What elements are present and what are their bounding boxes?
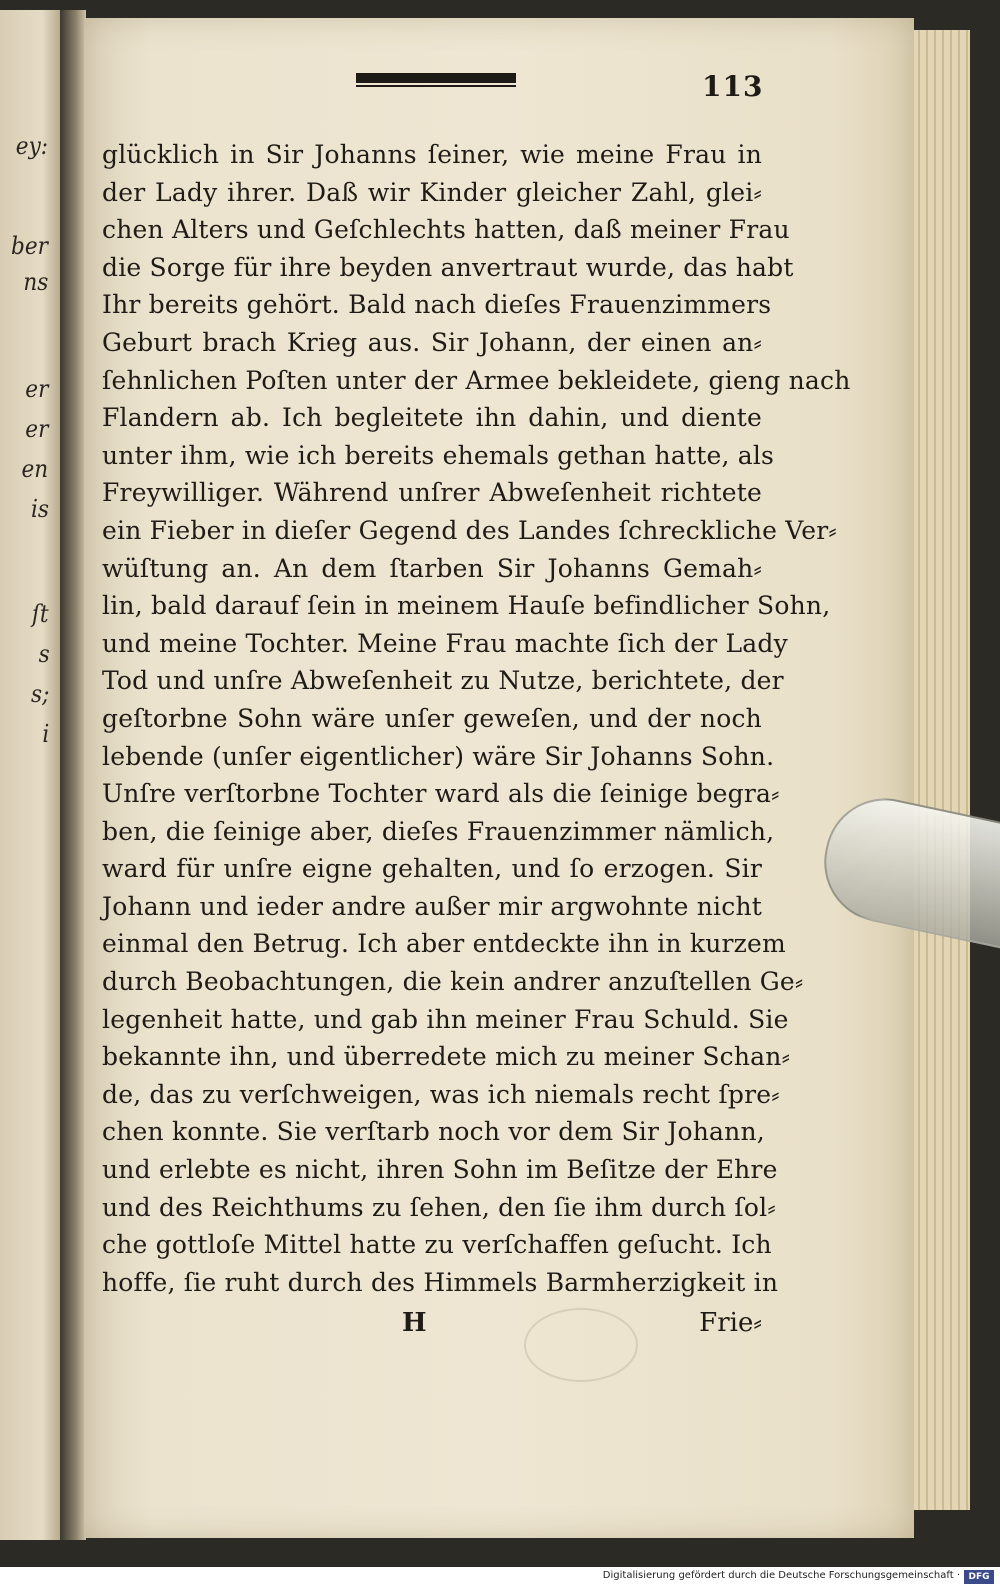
text-line: Unſre verſtorbne Tochter ward als die ſeinige begra⸗ (102, 779, 780, 809)
text-line: und des Reichthums zu ſehen, den ſie ihm durch ſol⸗ (102, 1192, 776, 1222)
left-page-fragment: s (38, 640, 50, 668)
text-line: einmal den Betrug. Ich aber entdeckte ihn in kurzem (102, 929, 786, 959)
text-line: lebende (unſer eigentlicher) wäre Sir Johanns Sohn. (102, 741, 775, 771)
text-line: bekannte ihn, und überredete mich zu meiner Schan⸗ (102, 1042, 791, 1072)
dfg-logo: DFG (964, 1570, 994, 1584)
text-line: geſtorbne Sohn wäre unſer geweſen, und der noch (102, 703, 762, 733)
left-page-fragment: er (25, 375, 49, 403)
book-page (84, 18, 914, 1538)
left-page-fragment: er (25, 415, 49, 443)
text-line: ſehnlichen Poſten unter der Armee bekleidete, gieng nach (102, 365, 851, 395)
previous-page-edge (0, 10, 62, 1540)
left-page-fragment: ſt (32, 600, 50, 628)
text-line: unter ihm, wie ich bereits ehemals gethan hatte, als (102, 440, 775, 470)
text-line: Flandern ab. Ich begleitete ihn dahin, und diente (102, 403, 762, 433)
left-page-fragment: s; (30, 680, 49, 708)
left-page-fragment: ber (11, 232, 48, 260)
body-text (102, 136, 851, 1301)
text-line: durch Beobachtungen, die kein andrer anzuſtellen Ge⸗ (102, 967, 804, 997)
text-line: Freywilliger. Während unſrer Abweſenheit richtete (102, 478, 762, 508)
signature-mark: H (402, 1308, 427, 1338)
header-ornament-rule (356, 73, 516, 83)
faint-stamp-impression (524, 1308, 638, 1382)
funding-credit: Digitalisierung gefördert durch die Deutsche Forschungsgemeinschaft · (602, 1570, 960, 1581)
text-line: und erlebte es nicht, ihren Sohn im Beſitze der Ehre (102, 1155, 778, 1185)
text-line: chen konnte. Sie verſtarb noch vor dem Sir Johann, (102, 1117, 765, 1147)
text-line: Tod und unſre Abweſenheit zu Nutze, berichtete, der (102, 666, 784, 696)
left-page-fragment: en (21, 455, 49, 483)
text-line: wüſtung an. An dem ſtarben Sir Johanns Gemah⸗ (102, 553, 762, 583)
catchword: Frie⸗ (699, 1308, 762, 1338)
text-line: de, das zu verſchweigen, was ich niemals recht ſpre⸗ (102, 1079, 780, 1109)
text-line: ben, die ſeinige aber, dieſes Frauenzimmer nämlich, (102, 816, 775, 846)
background-edge (970, 20, 1000, 1520)
text-line: Johann und ieder andre außer mir argwohnte nicht (102, 891, 762, 921)
left-page-fragment: i (42, 720, 50, 748)
text-line: die Sorge für ihre beyden anvertraut wurde, das habt (102, 252, 794, 282)
text-line: und meine Tochter. Meine Frau machte ſich der Lady (102, 628, 788, 658)
left-page-fragment: ey: (15, 132, 49, 160)
left-page-fragment: is (31, 495, 49, 523)
left-page-fragment: ns (23, 268, 49, 296)
page-number: 113 (702, 70, 764, 103)
text-line: hoffe, ſie ruht durch des Himmels Barmherzigkeit in (102, 1267, 779, 1297)
text-line: der Lady ihrer. Daß wir Kinder gleicher Zahl, glei⸗ (102, 177, 762, 207)
text-line: ward für unſre eigne gehalten, und ſo erzogen. Sir (102, 854, 762, 884)
text-line: Ihr bereits gehört. Bald nach dieſes Frauenzimmers (102, 290, 772, 320)
text-line: chen Alters und Geſchlechts hatten, daß meiner Frau (102, 215, 790, 245)
page-footer-row (102, 1308, 762, 1348)
text-line: glücklich in Sir Johanns ſeiner, wie meine Frau in (102, 140, 762, 169)
text-line: legenheit hatte, und gab ihn meiner Frau Schuld. Sie (102, 1004, 789, 1034)
text-line: lin, bald darauf ſein in meinem Hauſe befindlicher Sohn, (102, 591, 831, 621)
text-line: ein Fieber in dieſer Gegend des Landes ſchreckliche Ver⸗ (102, 515, 837, 545)
text-line: Geburt brach Krieg aus. Sir Johann, der einen an⸗ (102, 327, 762, 357)
digitization-footer (0, 1567, 1000, 1590)
book-gutter (60, 10, 86, 1540)
text-line: che gottloſe Mittel hatte zu verſchaffen geſucht. Ich (102, 1230, 772, 1260)
